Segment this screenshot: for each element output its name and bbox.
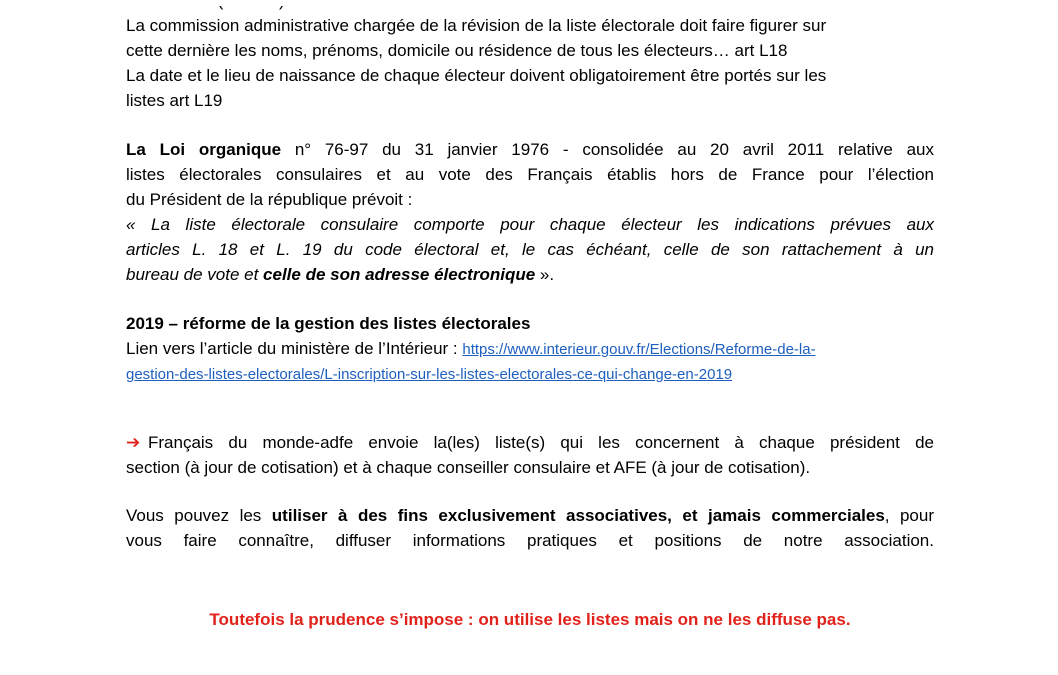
text-line xyxy=(126,336,934,361)
page-top-edge xyxy=(0,0,1058,6)
text-line xyxy=(126,430,934,455)
arrow-right-icon: ➔ xyxy=(126,433,141,452)
section-heading xyxy=(126,311,934,336)
text-line xyxy=(126,137,934,162)
paragraph-reform-2019 xyxy=(126,311,934,386)
text-line: vous faire connaître, diffuser informations pratiques et positions de notre association. xyxy=(126,531,934,550)
law-title: La Loi organique xyxy=(126,140,282,159)
usage-text: Vous pouvez les xyxy=(126,506,272,525)
text-line: du Président de la république prévoit : xyxy=(126,190,413,209)
text-line xyxy=(126,503,934,528)
quote-line xyxy=(126,262,934,287)
usage-text-end: , pour xyxy=(884,506,935,525)
quote-text: bureau de vote et xyxy=(126,265,264,284)
text-line: La commission administrative chargée de la révision de la liste électorale doit faire figurer sur xyxy=(126,16,827,35)
text-line: cette dernière les noms, prénoms, domicile ou résidence de tous les électeurs… art L18 xyxy=(126,41,788,60)
quote-text: articles L. 18 et L. 19 du code électoral et, le cas échéant, celle de son rattachement à un xyxy=(126,240,934,259)
quote-line xyxy=(126,237,934,262)
quote-text: « La liste électorale consulaire comporte pour chaque électeur les indications prévues aux xyxy=(126,215,934,234)
document-page xyxy=(126,0,934,632)
link-intro: Lien vers l’article du ministère de l’Intérieur : xyxy=(126,339,463,358)
heading-text: 2019 – réforme de la gestion des listes électorales xyxy=(126,314,531,333)
quote-bold-text: celle de son adresse électronique xyxy=(263,265,536,284)
spacer xyxy=(126,287,934,311)
text-line: section (à jour de cotisation) et à chaque conseiller consulaire et AFE (à jour de cotisation). xyxy=(126,458,811,477)
paragraph-distribution xyxy=(126,430,934,480)
paragraph-electoral-list-content xyxy=(126,0,934,113)
text-line: listes art L19 xyxy=(126,91,223,110)
quote-end: ». xyxy=(535,265,555,284)
ministry-article-link[interactable]: https://www.interieur.gouv.fr/Elections/Reforme-de-la- xyxy=(462,341,816,358)
paragraph-usage xyxy=(126,503,934,553)
usage-bold-text: utiliser à des fins exclusivement associatives, et jamais commerciales xyxy=(271,506,885,525)
spacer xyxy=(126,386,934,430)
text-line: La date et le lieu de naissance de chaque électeur doivent obligatoirement être portés sur les xyxy=(126,66,827,85)
distribution-text: Français du monde-adfe envoie la(les) liste(s) qui les concernent à chaque président de xyxy=(148,433,934,452)
spacer xyxy=(126,553,934,607)
spacer xyxy=(126,113,934,137)
text-line xyxy=(126,361,934,386)
spacer xyxy=(126,480,934,503)
text-line: listes électorales consulaires et au vote des Français établis hors de France pour l’élection xyxy=(126,165,934,184)
law-reference: n° 76-97 du 31 janvier 1976 - consolidée au 20 avril 2011 relative aux xyxy=(281,140,934,159)
warning-notice: Toutefois la prudence s’impose : on utilise les listes mais on ne les diffuse pas. xyxy=(209,610,851,629)
quote-line xyxy=(126,212,934,237)
paragraph-organic-law xyxy=(126,137,934,287)
ministry-article-link-continued[interactable]: gestion-des-listes-electorales/L-inscription-sur-les-listes-electorales-ce-qui-change-en-2019 xyxy=(126,366,733,383)
